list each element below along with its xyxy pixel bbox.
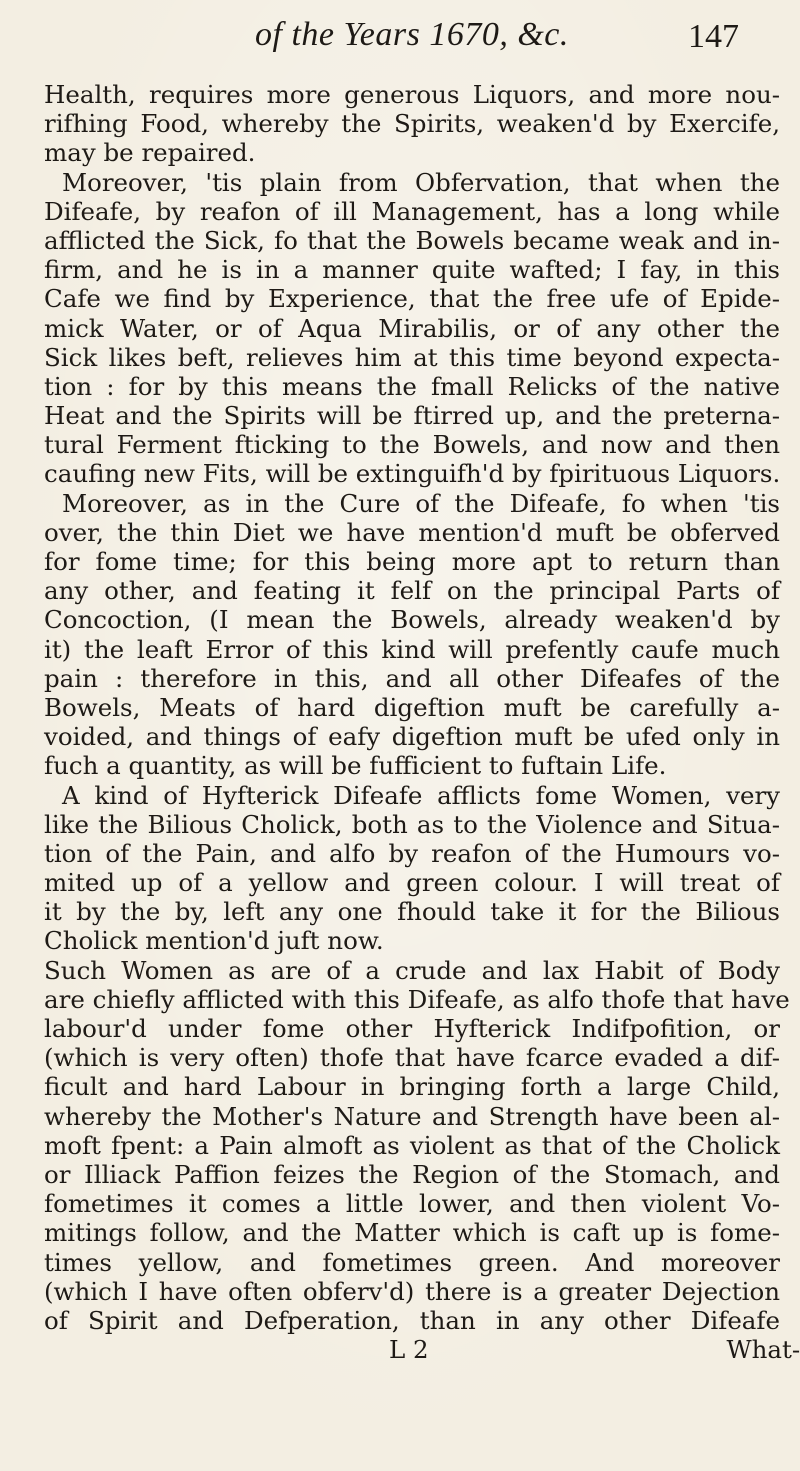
- text-line: like the Bilious Cholick, both as to the Violence and Situa-: [44, 809, 780, 839]
- text-line: Cholick mention'd juft now.: [44, 926, 384, 956]
- text-line: over, the thin Diet we have mention'd muft be obferved: [44, 517, 780, 547]
- text-line: mick Water, or of Aqua Mirabilis, or of any other the: [44, 313, 780, 343]
- text-line: fuch a quantity, as will be fufficient to fuftain Life.: [44, 751, 667, 781]
- text-line: whereby the Mother's Nature and Strength have been al-: [44, 1101, 780, 1131]
- text-line: times yellow, and fometimes green. And moreover: [44, 1247, 780, 1277]
- text-line: tion : for by this means the fmall Relicks of the native: [44, 371, 780, 401]
- text-line: tion of the Pain, and alfo by reafon of the Humours vo-: [44, 838, 780, 868]
- text-line: voided, and things of eafy digeftion muft be ufed only in: [44, 722, 780, 752]
- signature-mark: L 2: [389, 1335, 429, 1365]
- text-line: it) the leaft Error of this kind will prefently caufe much: [44, 634, 780, 664]
- text-line: of Spirit and Defperation, than in any other Difeafe: [44, 1305, 780, 1335]
- text-line: Concoction, (I mean the Bowels, already weaken'd by: [44, 605, 780, 635]
- text-line: Sick likes beft, relieves him at this time beyond expecta-: [44, 342, 780, 372]
- text-line: Bowels, Meats of hard digeftion muft be carefully a-: [44, 692, 780, 722]
- text-line: (which is very often) thofe that have fcarce evaded a dif-: [44, 1043, 780, 1073]
- text-line: A kind of Hyfterick Difeafe afflicts fome Women, very: [62, 780, 780, 810]
- text-line: pain : therefore in this, and all other Difeafes of the: [44, 663, 780, 693]
- text-line: Moreover, 'tis plain from Obfervation, that when the: [62, 167, 780, 197]
- running-head: of the Years 1670, &c.: [255, 16, 569, 53]
- text-line: rifhing Food, whereby the Spirits, weaken'd by Exercife,: [44, 109, 780, 139]
- text-line: fometimes it comes a little lower, and then violent Vo-: [44, 1189, 780, 1219]
- text-line: may be repaired.: [44, 138, 256, 168]
- text-line: or Illiack Paffion feizes the Region of the Stomach, and: [44, 1159, 780, 1189]
- text-line: ficult and hard Labour in bringing forth a large Child,: [44, 1072, 780, 1102]
- page-header: [0, 6, 800, 86]
- text-line: Such Women as are of a crude and lax Habit of Body: [44, 955, 780, 985]
- text-line: Health, requires more generous Liquors, and more nou-: [44, 80, 780, 109]
- text-line: for fome time; for this being more apt to return than: [44, 547, 780, 576]
- text-line: are chiefly afflicted with this Difeafe, as alfo thofe that have: [44, 984, 790, 1014]
- text-line: firm, and he is in a manner quite wafted; I fay, in this: [44, 255, 780, 285]
- text-line: mitings follow, and the Matter which is caft up is fome-: [44, 1218, 780, 1248]
- text-line: tural Ferment fticking to the Bowels, and now and then: [44, 430, 780, 460]
- text-line: it by the by, left any one fhould take it for the Bilious: [44, 897, 780, 927]
- text-line: afflicted the Sick, fo that the Bowels became weak and in-: [44, 225, 780, 255]
- text-line: Cafe we find by Experience, that the free ufe of Epide-: [44, 284, 780, 314]
- text-line: Moreover, as in the Cure of the Difeafe, fo when 'tis: [62, 488, 780, 518]
- text-line: caufing new Fits, will be extinguifh'd by fpirituous Liquors.: [44, 459, 781, 489]
- text-line: labour'd under fome other Hyfterick Indifpofition, or: [44, 1014, 780, 1043]
- text-line: (which I have often obferv'd) there is a greater Dejection: [44, 1276, 780, 1306]
- text-line: moft fpent: a Pain almoft as violent as that of the Cholick: [44, 1130, 780, 1160]
- page-footer: [44, 1335, 800, 1365]
- text-line: Difeafe, by reafon of ill Management, has a long while: [44, 196, 780, 226]
- page-number: 147: [688, 18, 739, 55]
- catchword: What-: [726, 1335, 800, 1365]
- body-text: [44, 80, 800, 1365]
- text-line: any other, and feating it felf on the principal Parts of: [44, 576, 780, 606]
- text-line: Heat and the Spirits will be ftirred up, and the preterna-: [44, 401, 780, 431]
- text-line: mited up of a yellow and green colour. I will treat of: [44, 868, 780, 898]
